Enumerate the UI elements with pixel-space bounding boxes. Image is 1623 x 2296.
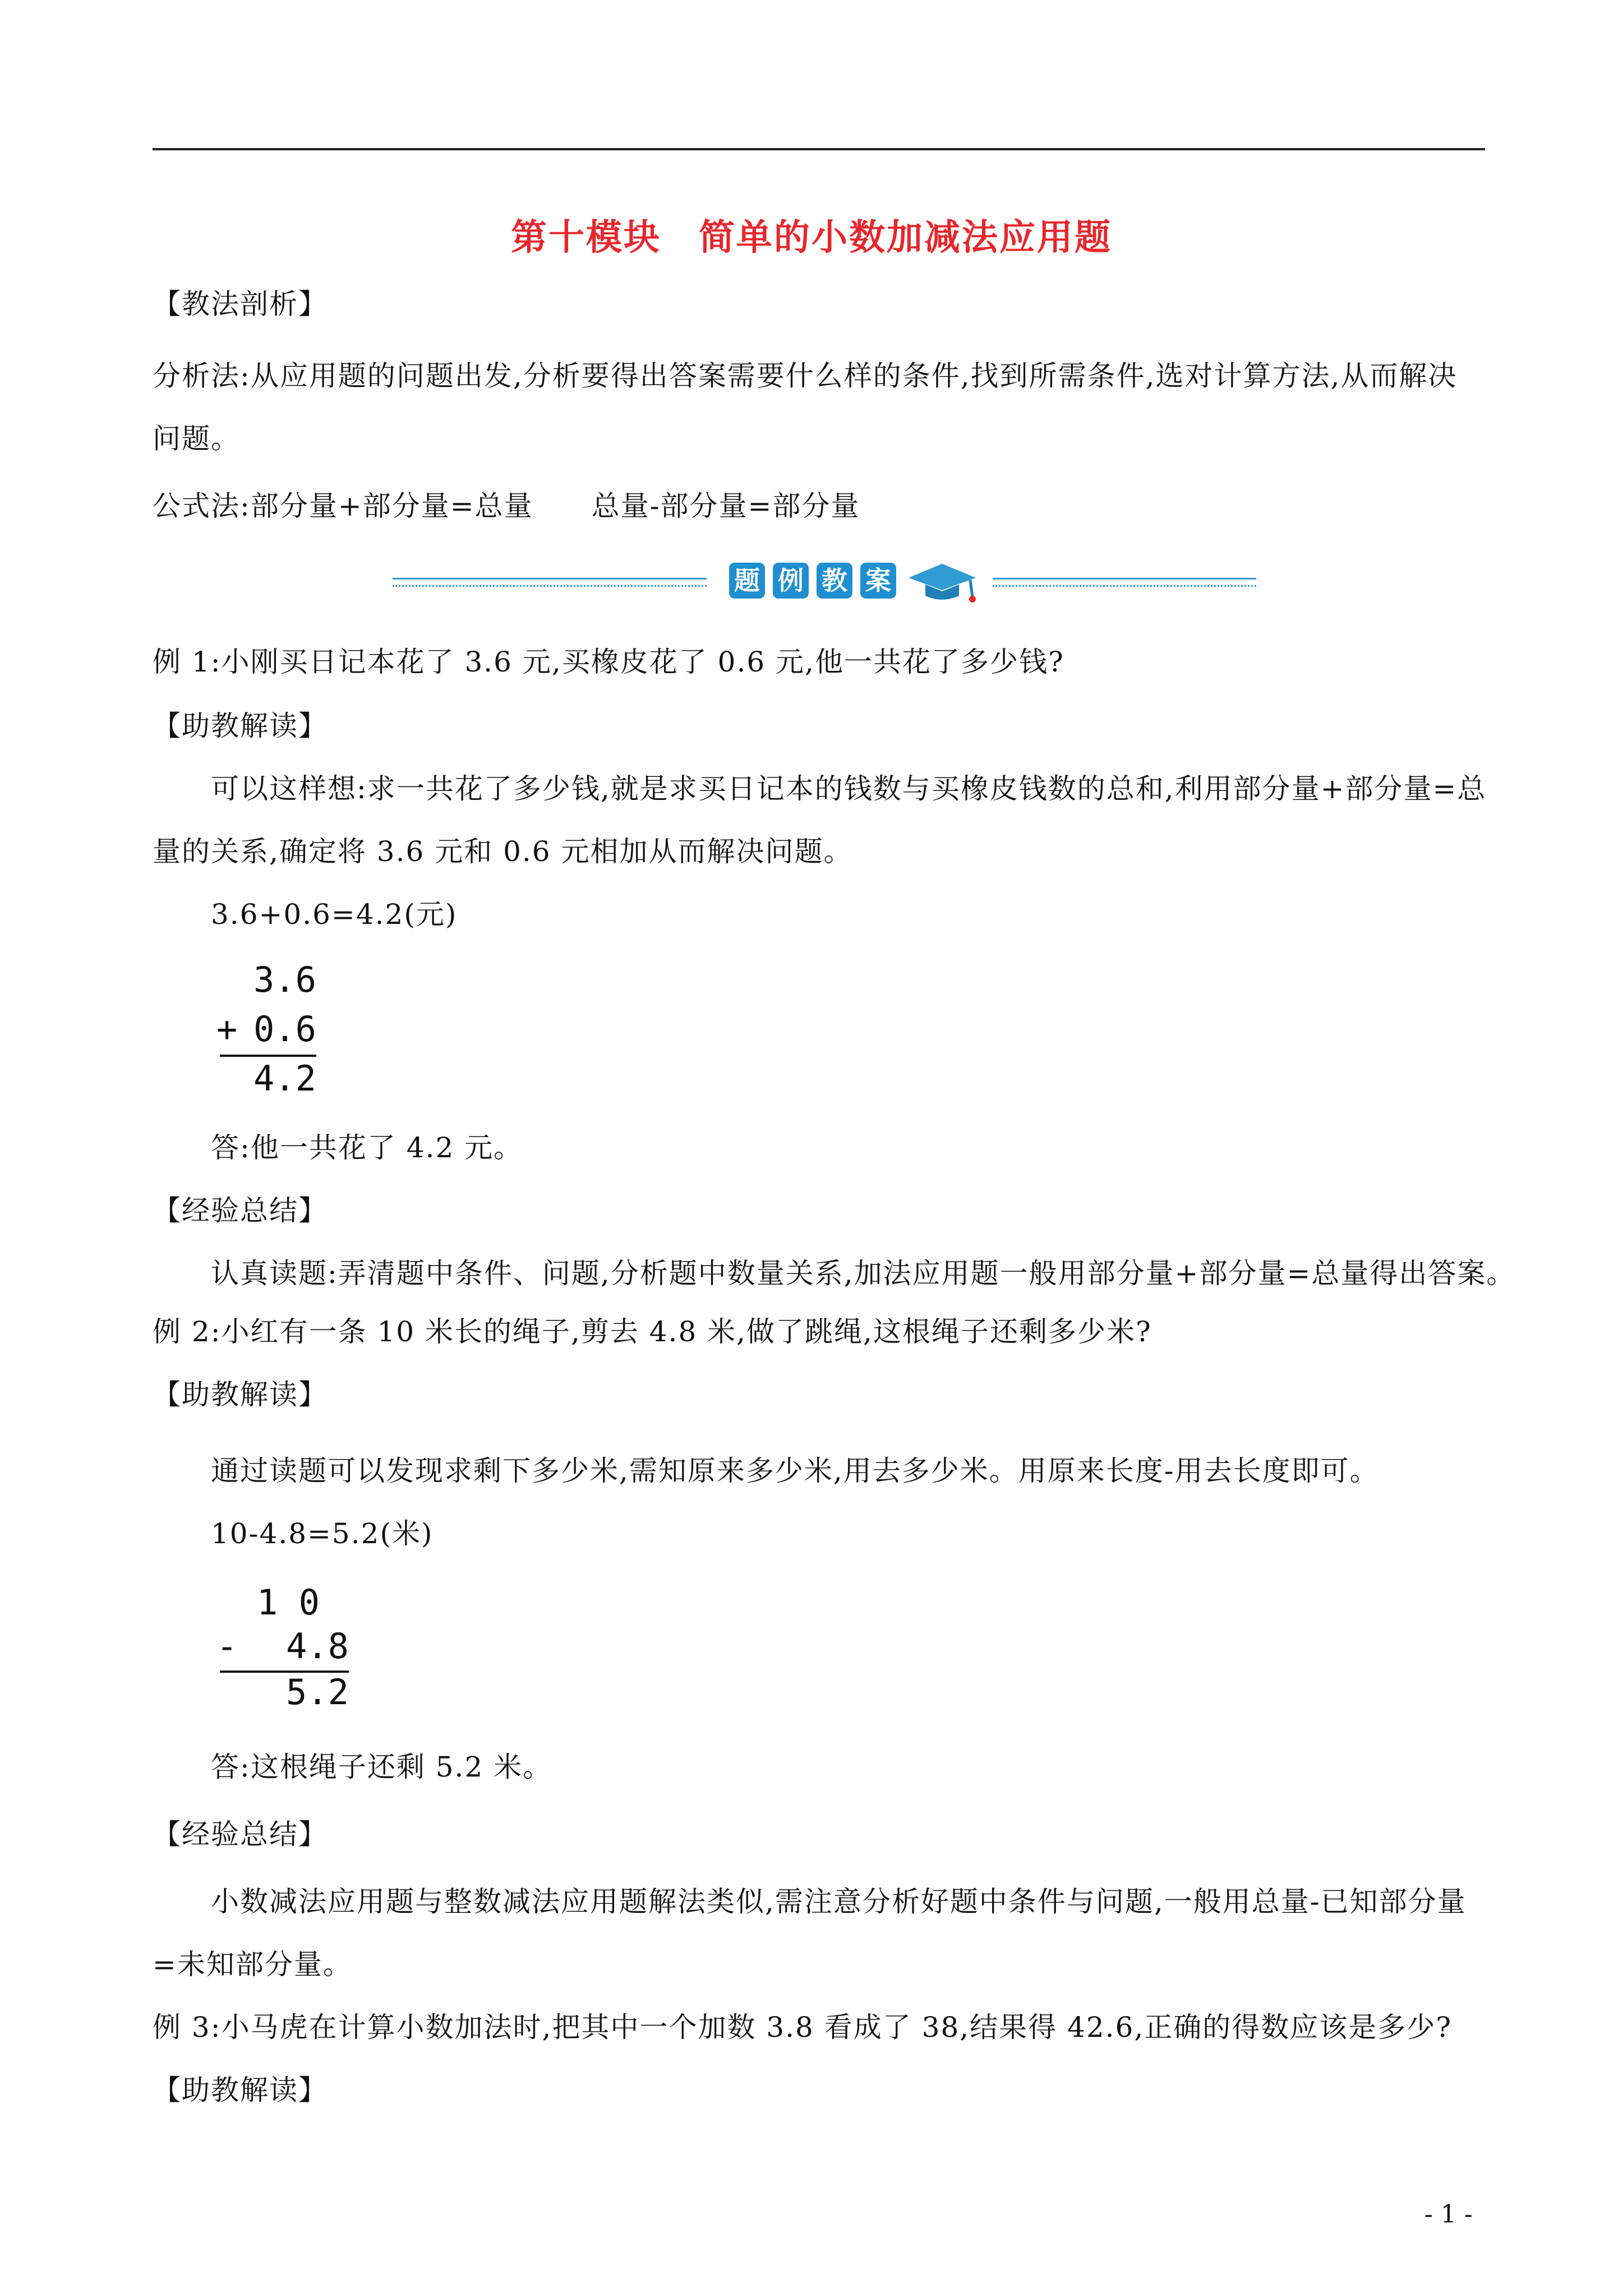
example2-equation: 10-4.8=5.2(米) (211, 1517, 434, 1550)
calc1-top: 3.6 (253, 959, 316, 1000)
formula-text: 公式法:部分量+部分量=总量 总量-部分量=部分量 (153, 490, 860, 522)
section-heading-jiaofa: 【教法剖析】 (153, 288, 328, 320)
example1-answer: 答:他一共花了 4.2 元。 (211, 1131, 523, 1164)
analysis-text-line1: 分析法:从应用题的问题出发,分析要得出答案需要什么样的条件,找到所需条件,选对计算方法,从而解决 (153, 360, 1458, 392)
example3-question: 例 3:小马虎在计算小数加法时,把其中一个加数 3.8 看成了 38,结果得 42.6,正确的得数应该是多少? (153, 2011, 1453, 2044)
page-number: - 1 - (1424, 2200, 1473, 2229)
banner-char-4: 案 (860, 563, 896, 599)
calc2-operator: - (216, 1626, 238, 1667)
calc2-result: 5.2 (286, 1672, 349, 1713)
example2-heading: 【助教解读】 (153, 1378, 328, 1411)
banner-char-3: 教 (817, 563, 852, 599)
calc2-top: 1 0 (257, 1582, 320, 1623)
example1-summary-heading: 【经验总结】 (153, 1194, 328, 1227)
example2-summary-line1: 小数减法应用题与整数减法应用题解法类似,需注意分析好题中条件与问题,一般用总量-已知部分量 (211, 1885, 1467, 1918)
banner-right-line (993, 578, 1256, 587)
example1-summary: 认真读题:弄清题中条件、问题,分析题中数量关系,加法应用题一般用部分量+部分量=总量得出答案。 (211, 1257, 1516, 1290)
example2-answer: 答:这根绳子还剩 5.2 米。 (211, 1751, 552, 1783)
graduation-cap-icon (903, 555, 987, 606)
header-rule (153, 148, 1485, 150)
example2-explain: 通过读题可以发现求剩下多少米,需知原来多少米,用去多少米。用原来长度-用去长度即可。 (211, 1455, 1379, 1487)
example1-explain-line1: 可以这样想:求一共花了多少钱,就是求买日记本的钱数与买橡皮钱数的总和,利用部分量+部分量=总 (211, 772, 1487, 805)
banner-left-line (393, 578, 707, 587)
analysis-text-line2: 问题。 (153, 422, 240, 455)
example2-question: 例 2:小红有一条 10 米长的绳子,剪去 4.8 米,做了跳绳,这根绳子还剩多少米? (153, 1315, 1152, 1348)
example2-summary-heading: 【经验总结】 (153, 1818, 328, 1851)
banner-char-1: 题 (729, 563, 765, 599)
calc2-bottom: 4.8 (286, 1626, 349, 1667)
example2-summary-line2: =未知部分量。 (153, 1948, 352, 1981)
calc1-operator: + (216, 1009, 238, 1050)
calc1-result: 4.2 (253, 1058, 316, 1099)
example1-equation: 3.6+0.6=4.2(元) (211, 898, 458, 931)
example1-heading: 【助教解读】 (153, 710, 328, 742)
calc1-line (220, 1055, 316, 1057)
page-title: 第十模块 简单的小数加减法应用题 (511, 217, 1112, 259)
example1-explain-line2: 量的关系,确定将 3.6 元和 0.6 元相加从而解决问题。 (153, 835, 853, 868)
example1-question: 例 1:小刚买日记本花了 3.6 元,买橡皮花了 0.6 元,他一共花了多少钱? (153, 646, 1064, 678)
calc1-bottom: 0.6 (253, 1009, 316, 1050)
banner-char-2: 例 (773, 563, 809, 599)
example3-heading: 【助教解读】 (153, 2074, 328, 2106)
